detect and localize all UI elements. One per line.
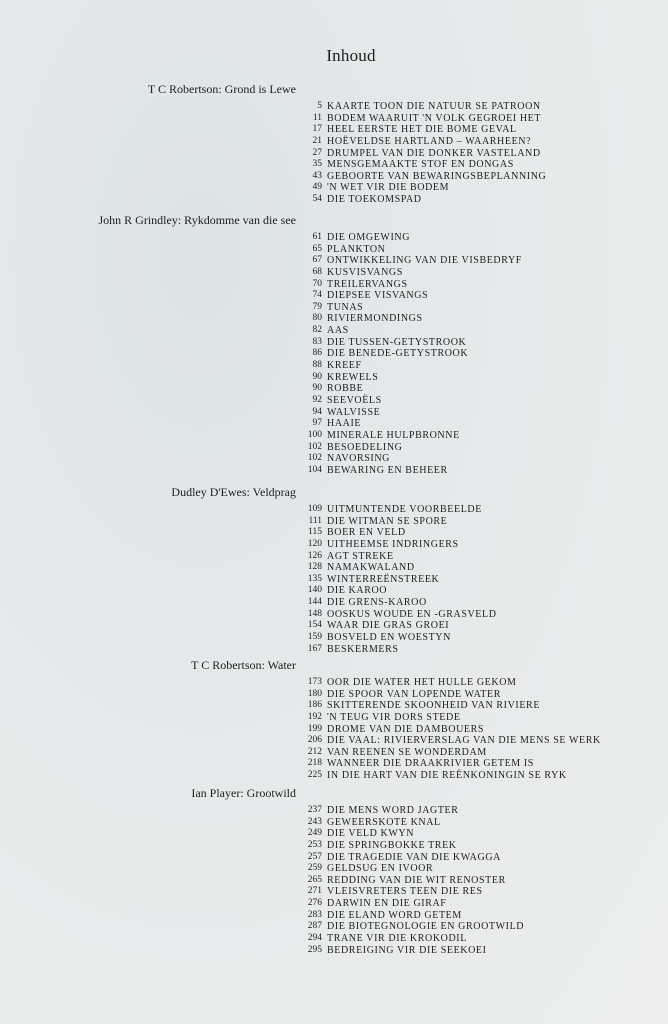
toc-entry: [0, 620, 668, 632]
toc-entry: [0, 933, 668, 945]
toc-entry: [0, 337, 668, 349]
entry-title: GEWEERSKOTE KNAL: [327, 816, 441, 828]
entry-title: KREEF: [327, 360, 362, 372]
entry-page-number: 128: [307, 562, 322, 573]
entry-page-number: 80: [312, 313, 322, 324]
entry-page-number: 192: [307, 711, 322, 722]
entry-page-number: 154: [307, 620, 322, 631]
toc-entry: [0, 232, 668, 244]
toc-entry: [0, 910, 668, 922]
entry-page-number: 61: [312, 232, 322, 242]
entry-page-number: 70: [312, 278, 322, 289]
entry-title: DIE SPOOR VAN LOPENDE WATER: [327, 688, 501, 700]
toc-entry: [0, 551, 668, 563]
toc-entry: [0, 724, 668, 736]
entry-page-number: 43: [312, 170, 322, 181]
entry-title: DIE KAROO: [327, 585, 388, 597]
entry-page-number: 237: [307, 805, 322, 815]
entry-page-number: 88: [312, 360, 322, 371]
toc-entry: [0, 360, 668, 372]
entry-page-number: 206: [307, 735, 322, 746]
entry-page-number: 218: [307, 758, 322, 769]
toc-entry: [0, 770, 668, 782]
toc-entry: [0, 747, 668, 759]
toc-entry: [0, 585, 668, 597]
entry-title: DIE SPRINGBOKKE TREK: [327, 839, 457, 851]
entry-title: HAAIE: [327, 418, 362, 430]
entry-page-number: 295: [307, 944, 322, 955]
entry-title: PLANKTON: [327, 243, 386, 255]
entry-page-number: 21: [312, 135, 322, 146]
entry-page-number: 49: [312, 182, 322, 193]
entry-page-number: 54: [312, 194, 322, 205]
toc-entry: [0, 689, 668, 701]
toc-entry: [0, 442, 668, 454]
entry-title: KUSVISVANGS: [327, 266, 403, 278]
toc-entry: [0, 182, 668, 194]
toc-entry: [0, 609, 668, 621]
entry-page-number: 259: [307, 863, 322, 874]
toc-entry: [0, 395, 668, 407]
entry-page-number: 167: [307, 643, 322, 654]
toc-entry: [0, 875, 668, 887]
entry-page-number: 243: [307, 816, 322, 827]
toc-entry: [0, 136, 668, 148]
entry-page-number: 186: [307, 700, 322, 711]
entry-page-number: 276: [307, 898, 322, 909]
toc-entry: [0, 527, 668, 539]
entry-page-number: 257: [307, 851, 322, 862]
toc-entry: [0, 171, 668, 183]
entry-title: IN DIE HART VAN DIE REËNKONINGIN SE RYK: [327, 770, 567, 782]
entry-title: REDDING VAN DIE WIT RENOSTER: [327, 874, 506, 886]
entry-title: ROBBE: [327, 383, 364, 395]
entry-page-number: 140: [307, 585, 322, 596]
entry-title: SKITTERENDE SKOONHEID VAN RIVIERE: [327, 700, 541, 712]
entry-title: DRUMPEL VAN DIE DONKER VASTELAND: [327, 147, 541, 159]
entry-page-number: 79: [312, 301, 322, 312]
entry-title: VLEISVRETERS TEEN DIE RES: [327, 886, 483, 898]
entry-title: WANNEER DIE DRAAKRIVIER GETEM IS: [327, 758, 534, 770]
toc-entry: [0, 886, 668, 898]
entry-page-number: 5: [317, 101, 322, 111]
entry-title: MINERALE HULPBRONNE: [327, 429, 460, 441]
entry-page-number: 180: [307, 688, 322, 699]
entry-title: UITHEEMSE INDRINGERS: [327, 538, 459, 550]
toc-entry: [0, 348, 668, 360]
toc-entry: [0, 407, 668, 419]
entry-title: BOER EN VELD: [327, 527, 406, 539]
entry-title: GELDSUG EN IVOOR: [327, 863, 434, 875]
entry-title: UITMUNTENDE VOORBEELDE: [327, 504, 482, 515]
entry-title: BEDREIGING VIR DIE SEEKOEI: [327, 944, 487, 956]
entry-title: RIVIERMONDINGS: [327, 313, 423, 325]
toc-entry: [0, 113, 668, 125]
entry-title: SEEVOËLS: [327, 394, 382, 406]
toc-entry: [0, 817, 668, 829]
entry-page-number: 287: [307, 921, 322, 932]
entry-title: MENSGEMAAKTE STOF EN DONGAS: [327, 159, 514, 171]
entry-page-number: 294: [307, 933, 322, 944]
toc-entry: [0, 805, 668, 817]
entry-title: ONTWIKKELING VAN DIE VISBEDRYF: [327, 255, 522, 267]
entry-title: HEEL EERSTE HET DIE BOME GEVAL: [327, 124, 517, 136]
toc-entry: [0, 383, 668, 395]
section-author-heading: Ian Player: Grootwild: [191, 786, 296, 800]
toc-entry: [0, 244, 668, 256]
entry-page-number: 148: [307, 608, 322, 619]
entry-title: NAMAKWALAND: [327, 562, 415, 574]
entry-title: WALVISSE: [327, 406, 381, 418]
section-author-heading: T C Robertson: Grond is Lewe: [147, 82, 296, 96]
toc-entry: [0, 148, 668, 160]
entry-title: WINTERREËNSTREEK: [327, 573, 440, 585]
toc-entry: [0, 840, 668, 852]
section-author-heading: John R Grindley: Rykdomme van die see: [98, 213, 296, 227]
entry-page-number: 126: [307, 550, 322, 561]
entry-page-number: 100: [307, 429, 322, 440]
entry-title: DIE ELAND WORD GETEM: [327, 909, 462, 921]
entry-page-number: 35: [312, 159, 322, 170]
entry-title: DIE OMGEWING: [327, 232, 411, 243]
entry-page-number: 111: [308, 515, 322, 526]
entry-page-number: 102: [307, 441, 322, 452]
entry-page-number: 271: [307, 886, 322, 897]
toc-entry: [0, 290, 668, 302]
toc-entry: [0, 539, 668, 551]
entry-page-number: 109: [307, 504, 322, 514]
entry-page-number: 94: [312, 406, 322, 417]
section-author-heading: Dudley D'Ewes: Veldprag: [171, 485, 296, 499]
entry-page-number: 82: [312, 325, 322, 336]
toc-entry: [0, 945, 668, 957]
entry-page-number: 65: [312, 243, 322, 254]
toc-entry: [0, 516, 668, 528]
toc-entry: [0, 758, 668, 770]
entry-title: DIE WITMAN SE SPORE: [327, 515, 448, 527]
toc-entry: [0, 852, 668, 864]
entry-page-number: 97: [312, 418, 322, 429]
entry-page-number: 135: [307, 573, 322, 584]
entry-list: [0, 232, 668, 476]
entry-page-number: 74: [312, 290, 322, 301]
entry-title: DIE TUSSEN-GETYSTROOK: [327, 336, 467, 348]
toc-entry: [0, 735, 668, 747]
entry-page-number: 120: [307, 538, 322, 549]
entry-page-number: 225: [307, 770, 322, 781]
toc-entry: [0, 453, 668, 465]
toc-entry: [0, 124, 668, 136]
entry-page-number: 265: [307, 874, 322, 885]
entry-page-number: 92: [312, 394, 322, 405]
toc-entry: [0, 863, 668, 875]
entry-page-number: 249: [307, 828, 322, 839]
toc-entry: [0, 828, 668, 840]
entry-page-number: 144: [307, 597, 322, 608]
entry-page-number: 159: [307, 632, 322, 643]
entry-list: [0, 504, 668, 655]
entry-title: DIE BIOTEGNOLOGIE EN GROOTWILD: [327, 921, 525, 933]
entry-page-number: 173: [307, 677, 322, 687]
entry-page-number: 17: [312, 124, 322, 135]
toc-entry: [0, 159, 668, 171]
toc-entry: [0, 632, 668, 644]
entry-page-number: 104: [307, 464, 322, 475]
toc-entry: [0, 302, 668, 314]
toc-entry: [0, 898, 668, 910]
entry-title: DIE MENS WORD JAGTER: [327, 805, 459, 816]
entry-title: 'N TEUG VIR DORS STEDE: [327, 711, 461, 723]
entry-title: NAVORSING: [327, 453, 391, 465]
toc-entry: [0, 255, 668, 267]
entry-page-number: 90: [312, 371, 322, 382]
toc-entry: [0, 430, 668, 442]
entry-list: [0, 677, 668, 782]
toc-entry: [0, 712, 668, 724]
entry-page-number: 86: [312, 348, 322, 359]
page-title: Inhoud: [326, 46, 376, 65]
entry-page-number: 11: [312, 112, 322, 123]
entry-title: BESKERMERS: [327, 643, 399, 655]
entry-title: AAS: [327, 325, 349, 337]
entry-title: WAAR DIE GRAS GROEI: [327, 620, 450, 632]
toc-entry: [0, 700, 668, 712]
toc-entry: [0, 101, 668, 113]
toc-entry: [0, 504, 668, 516]
toc-entry: [0, 921, 668, 933]
entry-page-number: 90: [312, 383, 322, 394]
toc-entry: [0, 194, 668, 206]
toc-entry: [0, 325, 668, 337]
entry-title: TUNAS: [327, 301, 364, 313]
entry-title: TRANE VIR DIE KROKODIL: [327, 933, 467, 945]
toc-entry: [0, 574, 668, 586]
entry-page-number: 115: [308, 527, 322, 538]
toc-entry: [0, 562, 668, 574]
entry-title: BESOEDELING: [327, 441, 403, 453]
toc-entry: [0, 313, 668, 325]
toc-entry: [0, 644, 668, 656]
entry-page-number: 67: [312, 255, 322, 266]
entry-page-number: 68: [312, 266, 322, 277]
toc-entry: [0, 372, 668, 384]
entry-page-number: 102: [307, 453, 322, 464]
entry-page-number: 212: [307, 746, 322, 757]
entry-title: HOËVELDSE HARTLAND – WAARHEEN?: [327, 135, 532, 147]
entry-page-number: 283: [307, 909, 322, 920]
entry-title: DROME VAN DIE DAMBOUERS: [327, 723, 485, 735]
entry-title: DIEPSEE VISVANGS: [327, 290, 429, 302]
entry-title: BOSVELD EN WOESTYN: [327, 632, 451, 644]
entry-title: DIE VAAL: RIVIERVERSLAG VAN DIE MENS SE WERK: [327, 735, 601, 747]
entry-page-number: 27: [312, 147, 322, 158]
toc-entry: [0, 465, 668, 477]
entry-title: OOR DIE WATER HET HULLE GEKOM: [327, 677, 517, 688]
section-author-heading: T C Robertson: Water: [191, 658, 296, 672]
entry-list: [0, 101, 668, 206]
entry-page-number: 253: [307, 839, 322, 850]
entry-title: DIE TRAGEDIE VAN DIE KWAGGA: [327, 851, 501, 863]
entry-title: BEWARING EN BEHEER: [327, 464, 448, 476]
toc-entry: [0, 279, 668, 291]
toc-entry: [0, 597, 668, 609]
entry-title: DIE VELD KWYN: [327, 828, 415, 840]
entry-title: AGT STREKE: [327, 550, 394, 562]
entry-title: KREWELS: [327, 371, 379, 383]
toc-entry: [0, 677, 668, 689]
entry-title: BODEM WAARUIT 'N VOLK GEGROEI HET: [327, 112, 542, 124]
entry-title: GEBOORTE VAN BEWARINGSBEPLANNING: [327, 170, 547, 182]
entry-page-number: 199: [307, 723, 322, 734]
entry-title: TREILERVANGS: [327, 278, 408, 290]
entry-title: DIE TOEKOMSPAD: [327, 194, 422, 206]
toc-entry: [0, 418, 668, 430]
toc-entry: [0, 267, 668, 279]
entry-title: KAARTE TOON DIE NATUUR SE PATROON: [327, 101, 541, 112]
entry-page-number: 83: [312, 336, 322, 347]
entry-title: DARWIN EN DIE GIRAF: [327, 898, 447, 910]
entry-title: VAN REENEN SE WONDERDAM: [327, 746, 487, 758]
entry-list: [0, 805, 668, 956]
entry-title: 'N WET VIR DIE BODEM: [327, 182, 450, 194]
entry-title: DIE GRENS-KAROO: [327, 597, 427, 609]
entry-title: DIE BENEDE-GETYSTROOK: [327, 348, 469, 360]
entry-title: OOSKUS WOUDE EN -GRASVELD: [327, 608, 497, 620]
